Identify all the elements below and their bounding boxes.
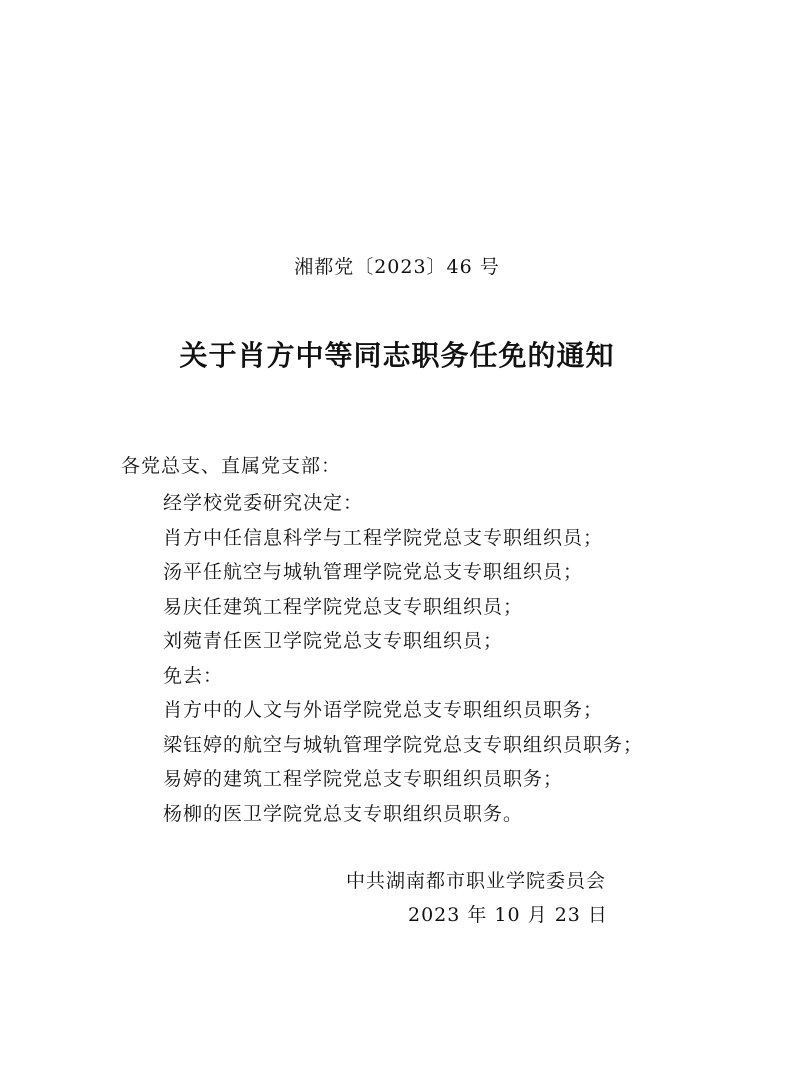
body-line-appointment: 肖方中任信息科学与工程学院党总支专职组织员； [163,526,604,549]
body-line-appointment: 易庆任建筑工程学院党总支专职组织员； [163,595,524,618]
issue-date: 2023 年 10 月 23 日 [408,904,608,926]
body-line-appointment: 刘菀青任医卫学院党总支专职组织员； [163,630,504,652]
issuer-signature: 中共湖南都市职业学院委员会 [346,870,607,892]
body-line-removal: 杨柳的医卫学院党总支专职组织员职务。 [163,802,524,825]
notice-body [163,486,643,831]
body-line-removal: 易婷的建筑工程学院党总支专职组织员职务； [163,768,564,790]
body-line-removal: 梁钰婷的航空与城轨管理学院党总支专职组织员职务； [163,733,644,756]
addressee: 各党总支、直属党支部： [121,455,342,477]
body-line-removal: 肖方中的人文与外语学院党总支专职组织员职务； [163,699,604,721]
body-line-decision: 经学校党委研究决定： [163,492,364,514]
document-number: 湘都党〔2023〕46 号 [294,256,500,278]
body-line-removal-heading: 免去： [163,664,224,687]
body-line-appointment: 汤平任航空与城轨管理学院党总支专职组织员； [163,561,584,583]
document-title: 关于肖方中等同志职务任免的通知 [179,339,615,372]
